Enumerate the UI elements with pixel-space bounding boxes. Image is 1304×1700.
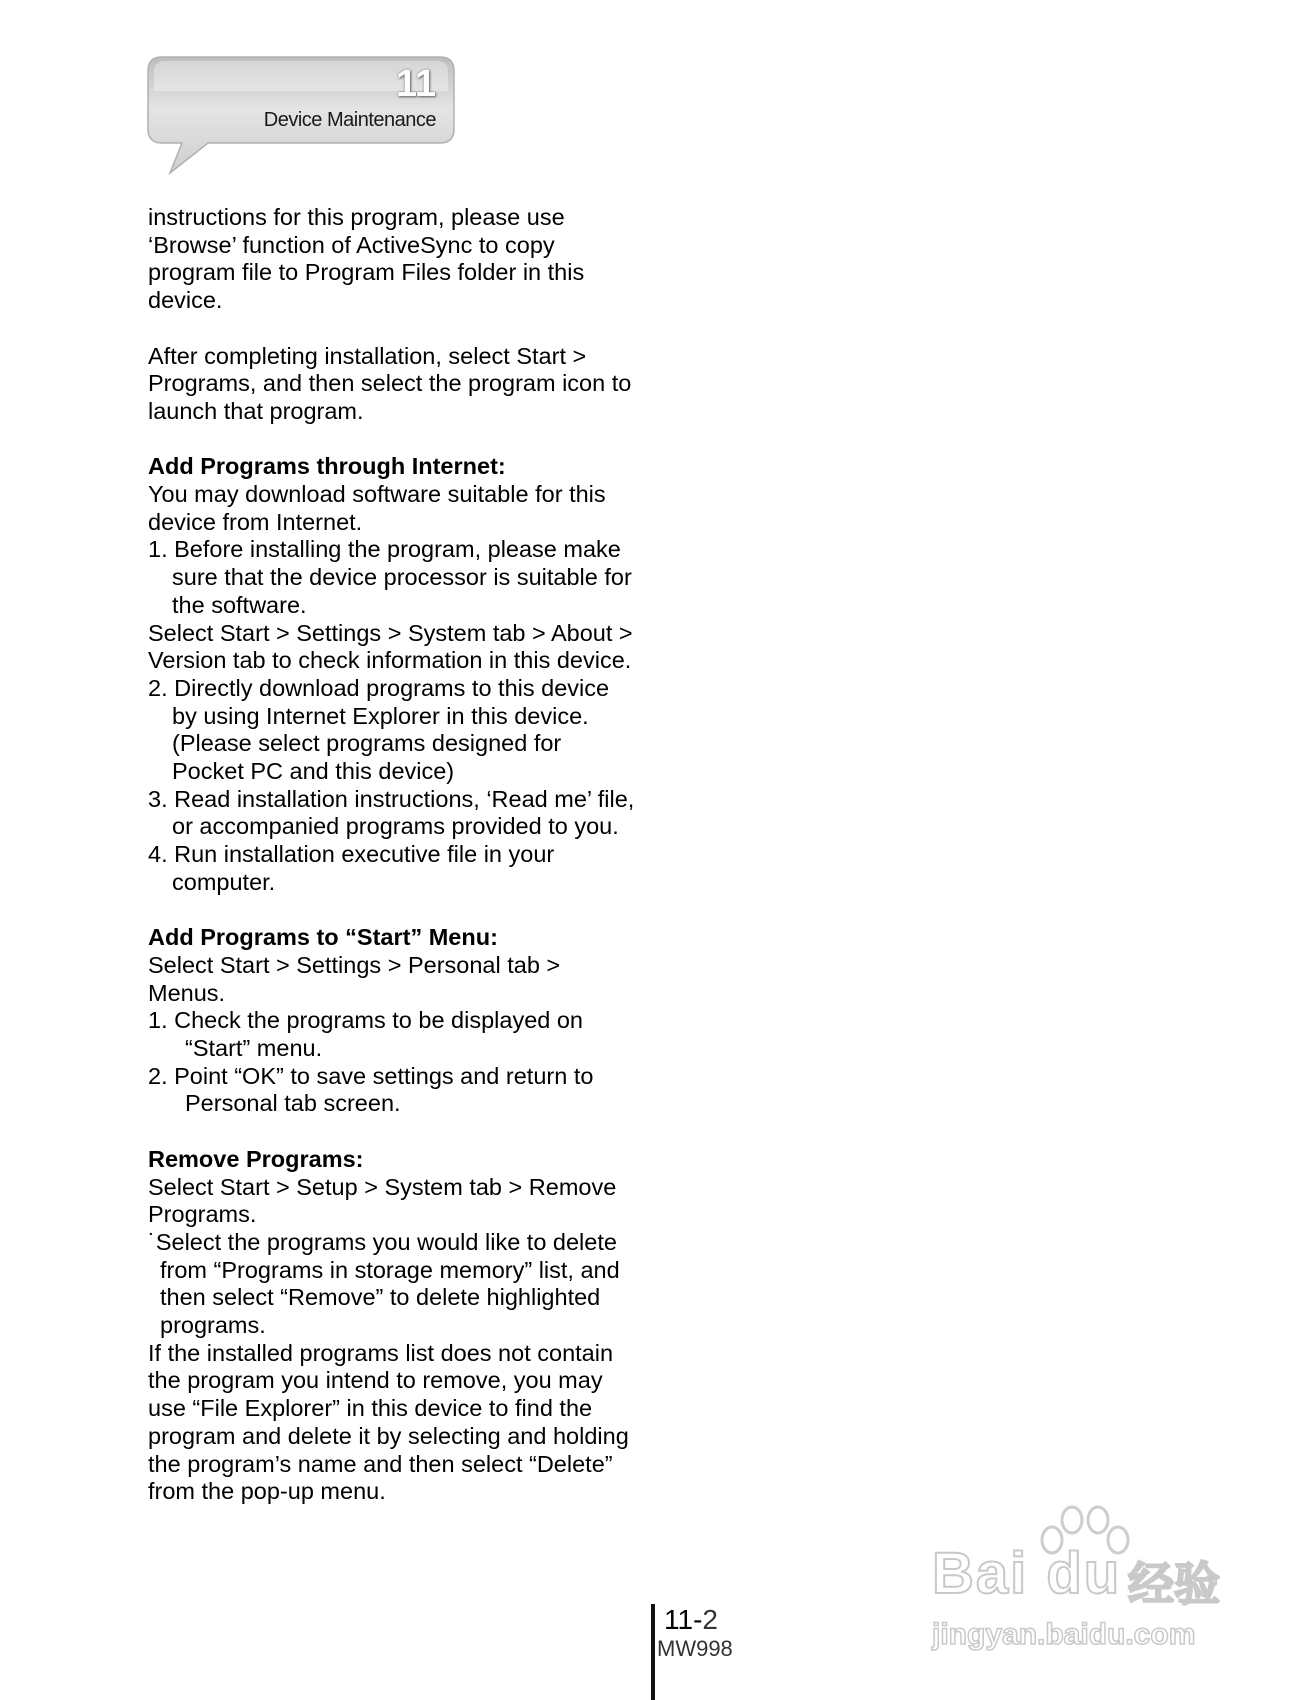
after-installation-paragraph (148, 343, 668, 426)
text-line: Menus. (148, 979, 226, 1006)
list-item: 2. Directly download programs to this device (148, 674, 610, 701)
intro-paragraph (148, 204, 668, 315)
remove-programs-section (148, 1146, 668, 1506)
text-line: the program’s name and then select “Delete” (148, 1450, 613, 1477)
page-number-suffix: 2 (702, 1604, 718, 1635)
list-item: 1. Before installing the program, please make (148, 536, 621, 563)
text-line: Programs. (148, 1201, 257, 1228)
text-line: the program you intend to remove, you may (148, 1367, 603, 1394)
list-item-continuation: programs. (160, 1312, 266, 1339)
section-heading: Add Programs to “Start” Menu: (148, 924, 498, 951)
list-item-continuation: sure that the device processor is suitable for (172, 564, 632, 591)
text-line: device from Internet. (148, 508, 363, 535)
model-label: MW998 (657, 1636, 733, 1661)
section-heading: Add Programs through Internet: (148, 453, 506, 480)
text-line: device. (148, 287, 223, 314)
text-line: Version tab to check information in this device. (148, 647, 632, 674)
list-item-continuation: Personal tab screen. (185, 1090, 401, 1117)
text-line: Select Start > Setup > System tab > Remove (148, 1173, 617, 1200)
list-item: 4. Run installation executive file in your (148, 841, 555, 868)
list-item: ˙Select the programs you would like to delete (148, 1228, 617, 1255)
text-line: program and delete it by selecting and holding (148, 1422, 629, 1449)
list-item-continuation: (Please select programs designed for (172, 730, 562, 757)
list-item-continuation: Pocket PC and this device) (172, 758, 455, 785)
text-line: After completing installation, select Start > (148, 342, 587, 369)
chapter-title: Device Maintenance (263, 109, 436, 131)
watermark-brand: Bai du (932, 1541, 1122, 1606)
watermark-url: jingyan.baidu.com (932, 1618, 1196, 1651)
baidu-watermark (932, 1500, 1232, 1660)
internet-section (148, 453, 668, 896)
text-line: launch that program. (148, 397, 364, 424)
list-item: 3. Read installation instructions, ‘Read me’ file, (148, 785, 635, 812)
list-item-continuation: the software. (172, 591, 307, 618)
text-line: Select Start > Settings > Personal tab > (148, 951, 561, 978)
text-line: instructions for this program, please use (148, 204, 565, 230)
list-item-continuation: from “Programs in storage memory” list, and (160, 1256, 620, 1283)
page-number (664, 1605, 718, 1635)
list-item: 2. Point “OK” to save settings and return to (148, 1062, 594, 1089)
section-heading: Remove Programs: (148, 1145, 364, 1172)
list-item-continuation: or accompanied programs provided to you. (172, 813, 619, 840)
list-item: 1. Check the programs to be displayed on (148, 1007, 584, 1034)
text-line: Programs, and then select the program icon to (148, 370, 632, 397)
chapter-number: 11 (395, 63, 436, 105)
page-body (148, 204, 668, 1506)
text-line: from the pop-up menu. (148, 1478, 386, 1505)
chapter-badge (148, 57, 454, 145)
list-item-continuation: “Start” menu. (185, 1035, 323, 1062)
text-line: ‘Browse’ function of ActiveSync to copy (148, 231, 555, 258)
page-number-prefix: 11- (664, 1604, 703, 1635)
footer-divider (651, 1604, 655, 1700)
list-item-continuation: then select “Remove” to delete highlighted (160, 1284, 601, 1311)
list-item-continuation: computer. (172, 868, 276, 895)
text-line: program file to Program Files folder in this (148, 259, 585, 286)
list-item-continuation: by using Internet Explorer in this device. (172, 702, 589, 729)
text-line: use “File Explorer” in this device to find the (148, 1395, 593, 1422)
text-line: If the installed programs list does not contain (148, 1339, 614, 1366)
start-menu-section (148, 924, 668, 1118)
text-line: You may download software suitable for this (148, 481, 606, 507)
watermark-brand-cn: 经验 (1128, 1558, 1220, 1610)
text-line: Select Start > Settings > System tab > About > (148, 619, 633, 646)
